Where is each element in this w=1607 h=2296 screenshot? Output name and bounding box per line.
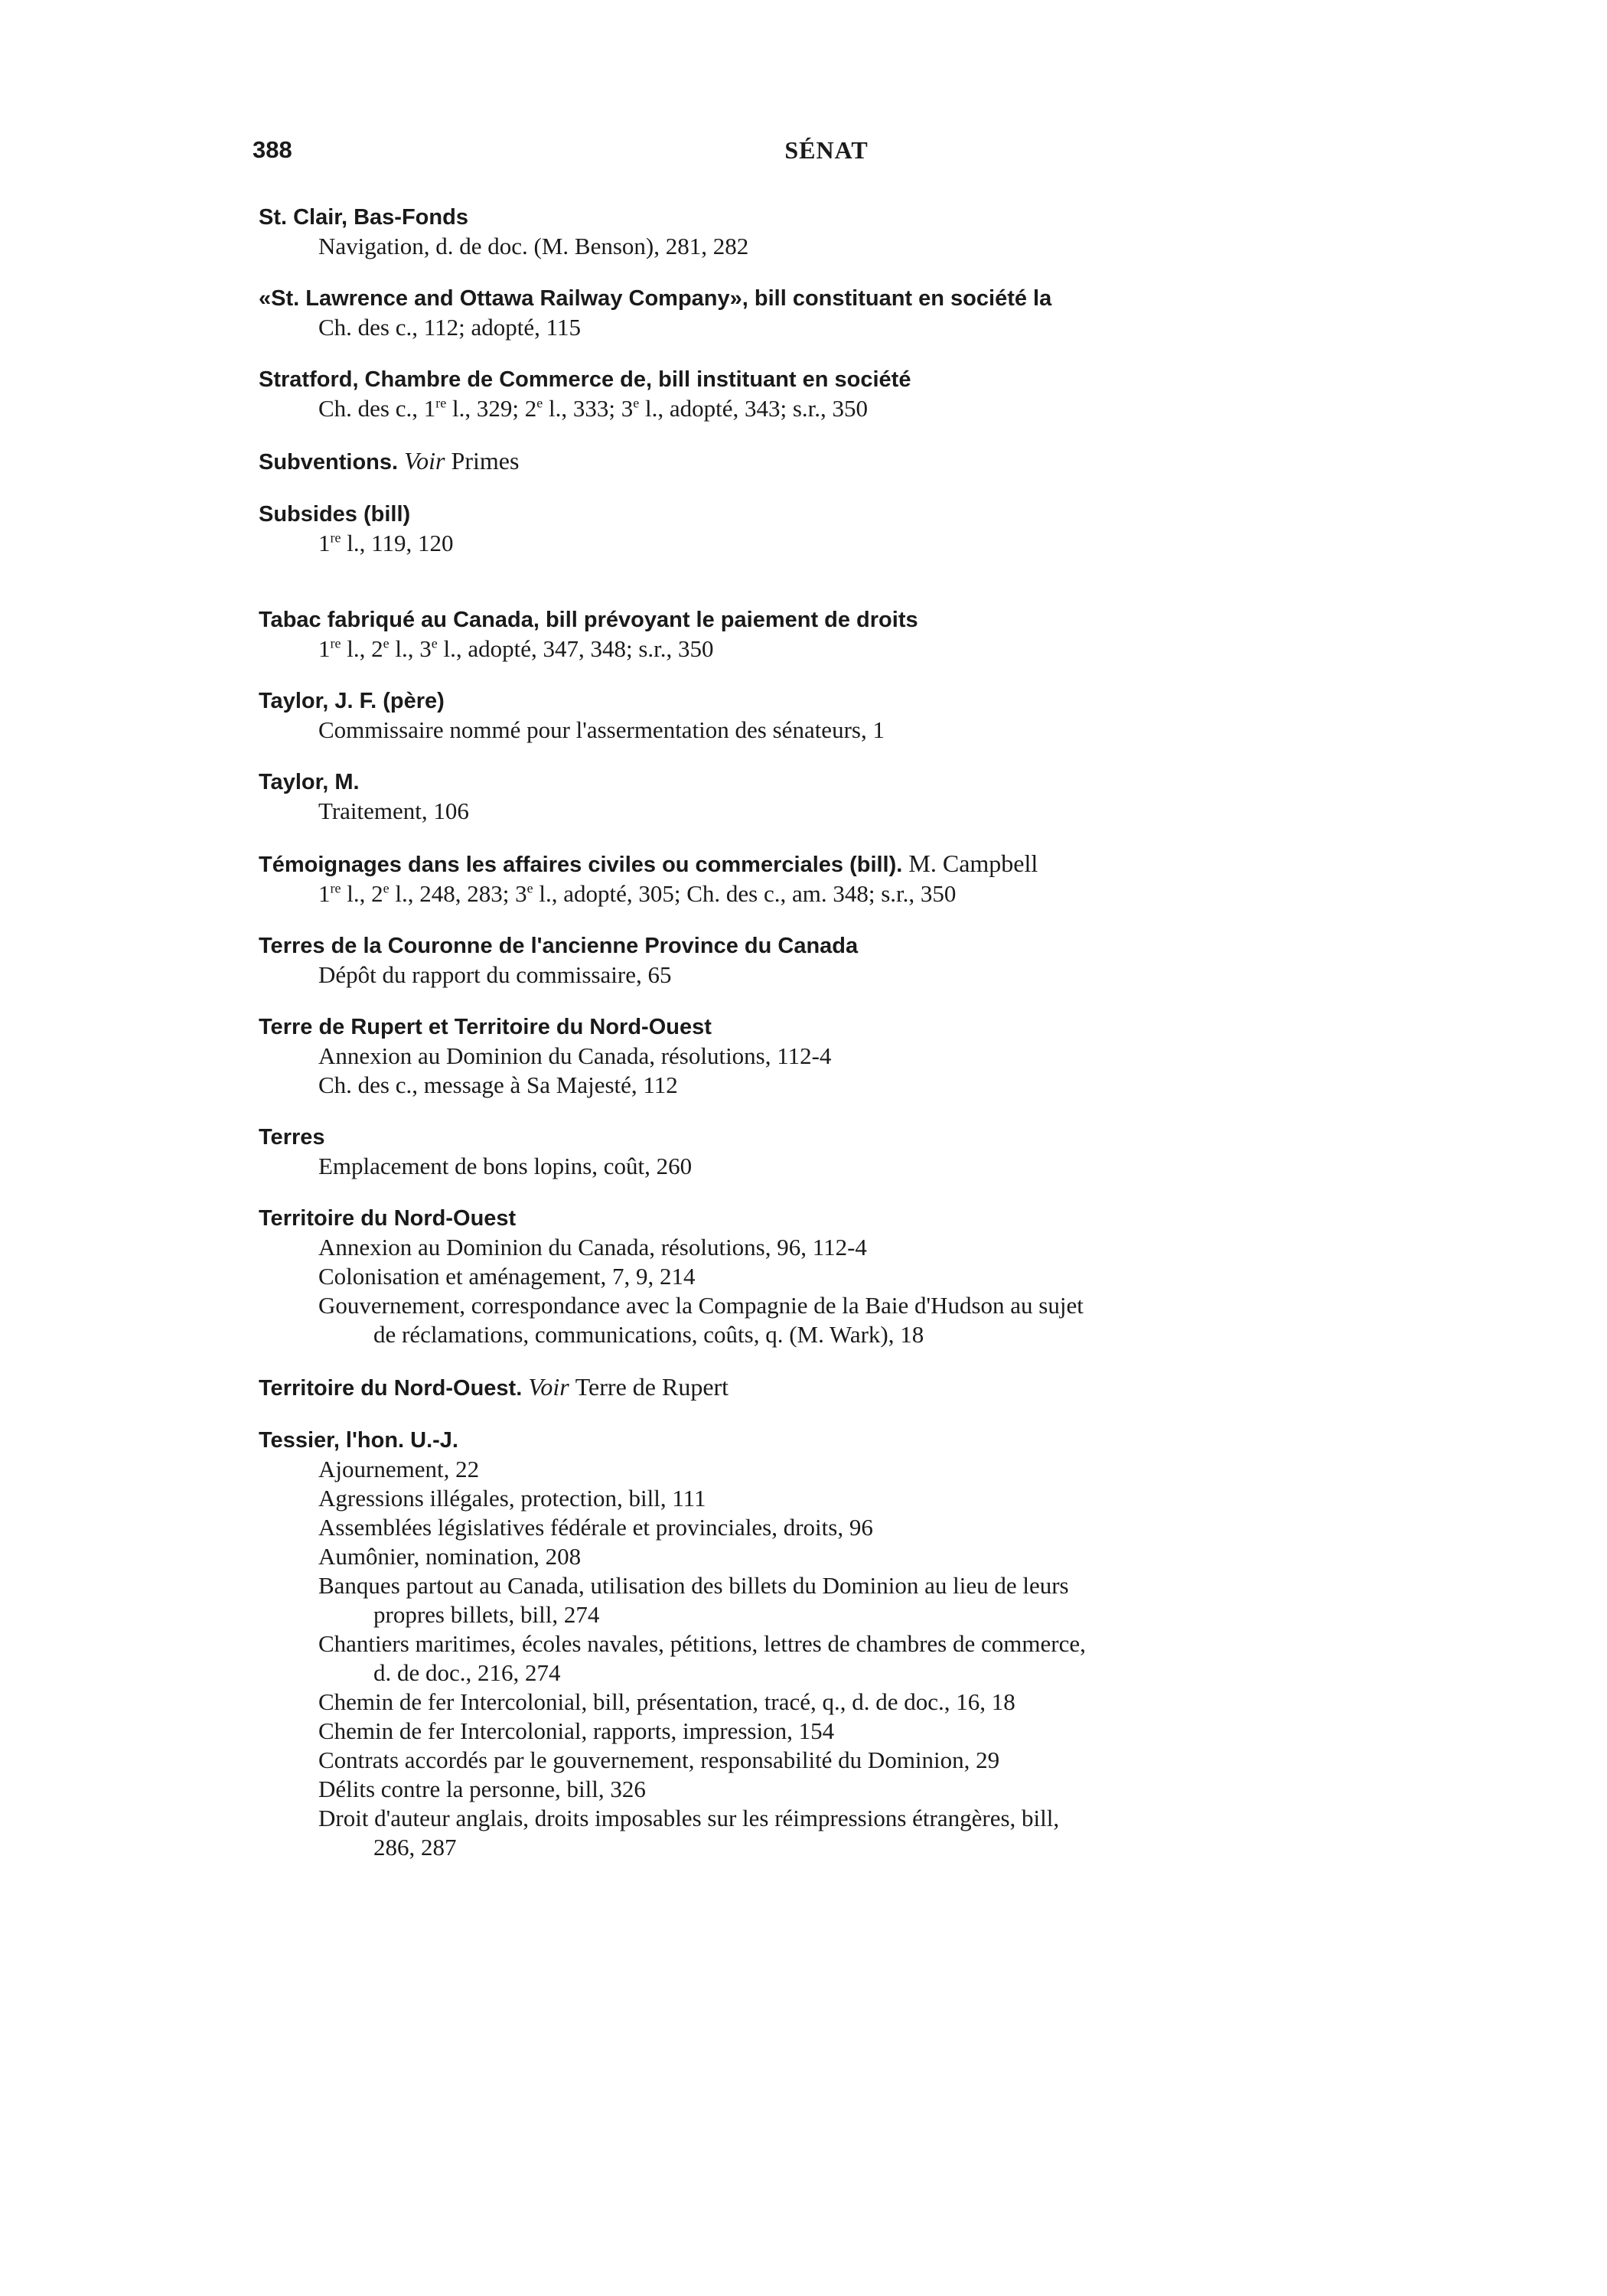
entry-heading: Tessier, l'hon. U.-J. (259, 1428, 458, 1453)
entry-line: Contrats accordés par le gouvernement, responsabilité du Dominion, 29 (318, 1746, 1000, 1773)
index-entry-terres (259, 1123, 1437, 1181)
entry-heading-text: Subventions. (259, 450, 399, 475)
entry-line: Gouvernement, correspondance avec la Compagnie de la Baie d'Hudson au sujet (318, 1292, 1084, 1319)
entry-line: Annexion au Dominion du Canada, résolutions, 112-4 (318, 1042, 832, 1069)
page-number: 388 (253, 136, 292, 163)
entry-line: Ajournement, 22 (318, 1456, 480, 1482)
entry-line: Délits contre la personne, bill, 326 (318, 1776, 646, 1802)
entry-heading: Subsides (bill) (259, 502, 411, 527)
entry-line: Traitement, 106 (318, 797, 469, 824)
entry-line: Ch. des c., 112; adopté, 115 (318, 314, 581, 341)
index-entry-tabac (259, 605, 1437, 664)
entry-heading (259, 849, 1437, 879)
entry-heading-text: Territoire du Nord-Ouest. (259, 1376, 523, 1401)
entry-line: Dépôt du rapport du commissaire, 65 (318, 961, 672, 988)
entry-line: 1re l., 2e l., 3e l., adopté, 347, 348; s.r., 350 (318, 635, 714, 662)
entry-heading: Tabac fabriqué au Canada, bill prévoyant le paiement de droits (259, 608, 918, 632)
voir-label: Voir (404, 447, 445, 475)
entry-line: Ch. des c., 1re l., 329; 2e l., 333; 3e l., adopté, 343; s.r., 350 (318, 395, 869, 422)
voir-label: Voir (528, 1373, 569, 1401)
entry-heading: Stratford, Chambre de Commerce de, bill instituant en société (259, 367, 911, 392)
entry-line: Annexion au Dominion du Canada, résolutions, 96, 112-4 (318, 1234, 867, 1261)
entry-line: Droit d'auteur anglais, droits imposables sur les réimpressions étrangères, bill, (318, 1805, 1060, 1831)
entry-line-continuation: propres billets, bill, 274 (373, 1601, 600, 1628)
entry-line-continuation: d. de doc., 216, 274 (373, 1659, 561, 1686)
entry-heading: Taylor, M. (259, 770, 360, 794)
entry-heading: Taylor, J. F. (père) (259, 689, 445, 713)
entry-heading: «St. Lawrence and Ottawa Railway Company», bill constituant en société la (259, 286, 1052, 311)
entry-heading: Territoire du Nord-Ouest (259, 1206, 517, 1231)
entry-heading: Terre de Rupert et Territoire du Nord-Ouest (259, 1015, 712, 1039)
entry-line: Navigation, d. de doc. (M. Benson), 281, 282 (318, 233, 749, 259)
index-entry-taylor-m (259, 768, 1437, 826)
page-header (253, 136, 1400, 174)
index-entry-stratford (259, 365, 1437, 423)
index-entry-tessier (259, 1426, 1437, 1862)
index-list (259, 203, 1437, 1885)
entry-line: Commissaire nommé pour l'assermentation des sénateurs, 1 (318, 716, 885, 743)
running-title: SÉNAT (784, 136, 869, 164)
index-entry-subventions (259, 446, 1437, 477)
entry-line: Assemblées législatives fédérale et provinciales, droits, 96 (318, 1514, 873, 1541)
index-entry-st-clair (259, 203, 1437, 261)
entry-line: Aumônier, nomination, 208 (318, 1543, 582, 1570)
entry-line-continuation: 286, 287 (373, 1834, 457, 1861)
entry-line: Emplacement de bons lopins, coût, 260 (318, 1153, 693, 1179)
index-entry-st-lawrence-ottawa-railway (259, 284, 1437, 342)
entry-line: Banques partout au Canada, utilisation des billets du Dominion au lieu de leurs (318, 1572, 1069, 1599)
cross-reference: Terre de Rupert (575, 1373, 729, 1401)
entry-heading (259, 1372, 1437, 1403)
entry-line: Chemin de fer Intercolonial, bill, présentation, tracé, q., d. de doc., 16, 18 (318, 1688, 1015, 1715)
cross-reference: Primes (451, 447, 520, 475)
index-entry-territoire-voir (259, 1372, 1437, 1403)
entry-line: Chemin de fer Intercolonial, rapports, impression, 154 (318, 1717, 835, 1744)
index-entry-subsides (259, 500, 1437, 558)
entry-heading (259, 446, 1437, 477)
index-entry-terre-de-rupert (259, 1013, 1437, 1100)
index-entry-territoire-nord-ouest (259, 1204, 1437, 1349)
entry-line: Ch. des c., message à Sa Majesté, 112 (318, 1071, 678, 1098)
entry-heading-sponsor: M. Campbell (908, 850, 1038, 877)
entry-line: 1re l., 119, 120 (318, 530, 454, 556)
entry-line: 1re l., 2e l., 248, 283; 3e l., adopté, 305; Ch. des c., am. 348; s.r., 350 (318, 880, 957, 907)
entry-heading: St. Clair, Bas-Fonds (259, 205, 468, 230)
entry-line-continuation: de réclamations, communications, coûts, q. (M. Wark), 18 (373, 1321, 924, 1348)
entry-heading-text: Témoignages dans les affaires civiles ou commerciales (bill). (259, 853, 903, 877)
entry-heading: Terres (259, 1125, 325, 1150)
entry-line: Chantiers maritimes, écoles navales, pétitions, lettres de chambres de commerce, (318, 1630, 1086, 1657)
entry-heading: Terres de la Couronne de l'ancienne Province du Canada (259, 934, 859, 958)
index-entry-temoignages (259, 849, 1437, 908)
index-entry-terres-couronne (259, 931, 1437, 990)
entry-line: Colonisation et aménagement, 7, 9, 214 (318, 1263, 696, 1290)
entry-line: Agressions illégales, protection, bill, 111 (318, 1485, 706, 1512)
index-entry-taylor-jf (259, 687, 1437, 745)
